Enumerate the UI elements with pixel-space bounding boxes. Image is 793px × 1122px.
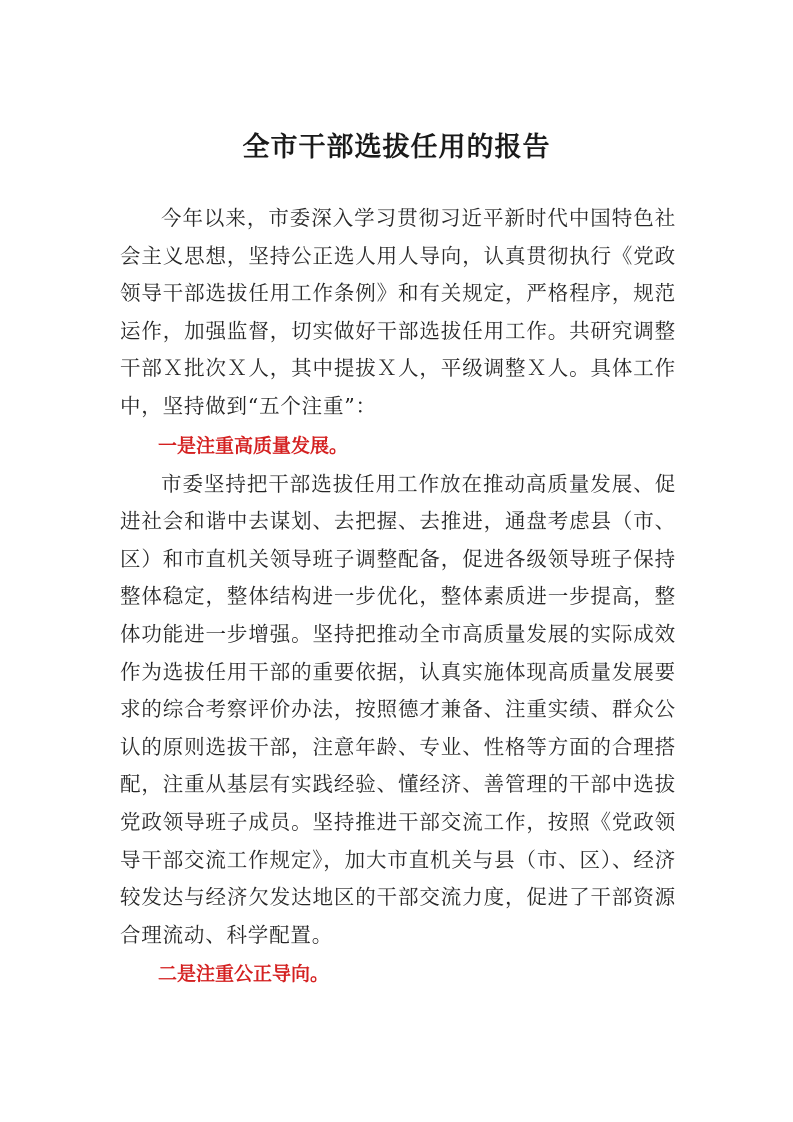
intro-paragraph: 今年以来，市委深入学习贯彻习近平新时代中国特色社会主义思想，坚持公正选人用人导向，认真贯彻执行《党政领导干部选拔任用工作条例》和有关规定，严格程序，规范运作，加强监督，切实做好干部选拔任用工作。共研究调整干部Ｘ批次Ｘ人，其中提拔Ｘ人，平级调整Ｘ人。具体工作中，坚持做到“五个注重”： [120,206,676,418]
section-body-1: 市委坚持把干部选拔任用工作放在推动高质量发展、促进社会和谐中去谋划、去把握、去推进，通盘考虑县（市、区）和市直机关领导班子调整配备，促进各级领导班子保持整体稳定，整体结构进一步优化，整体素质进一步提高，整体功能进一步增强。坚持把推动全市高质量发展的实际成效作为选拔任用干部的重要依据，认真实施体现高质量发展要求的综合考察评价办法，按照德才兼备、注重实绩、群众公认的原则选拔干部，注意年龄、专业、性格等方面的合理搭配，注重从基层有实践经验、懂经济、善管理的干部中选拔党政领导班子成员。坚持推进干部交流工作，按照《党政领导干部交流工作规定》，加大市直机关与县（市、区）、经济较发达与经济欠发达地区的干部交流力度，促进了干部资源合理流动、科学配置。 [120,471,676,947]
section-heading-2: 二是注重公正导向。 [158,963,330,986]
section-heading-1: 一是注重高质量发展。 [158,434,349,457]
document-title: 全市干部选拔任用的报告 [242,132,551,163]
document-body [120,200,676,994]
